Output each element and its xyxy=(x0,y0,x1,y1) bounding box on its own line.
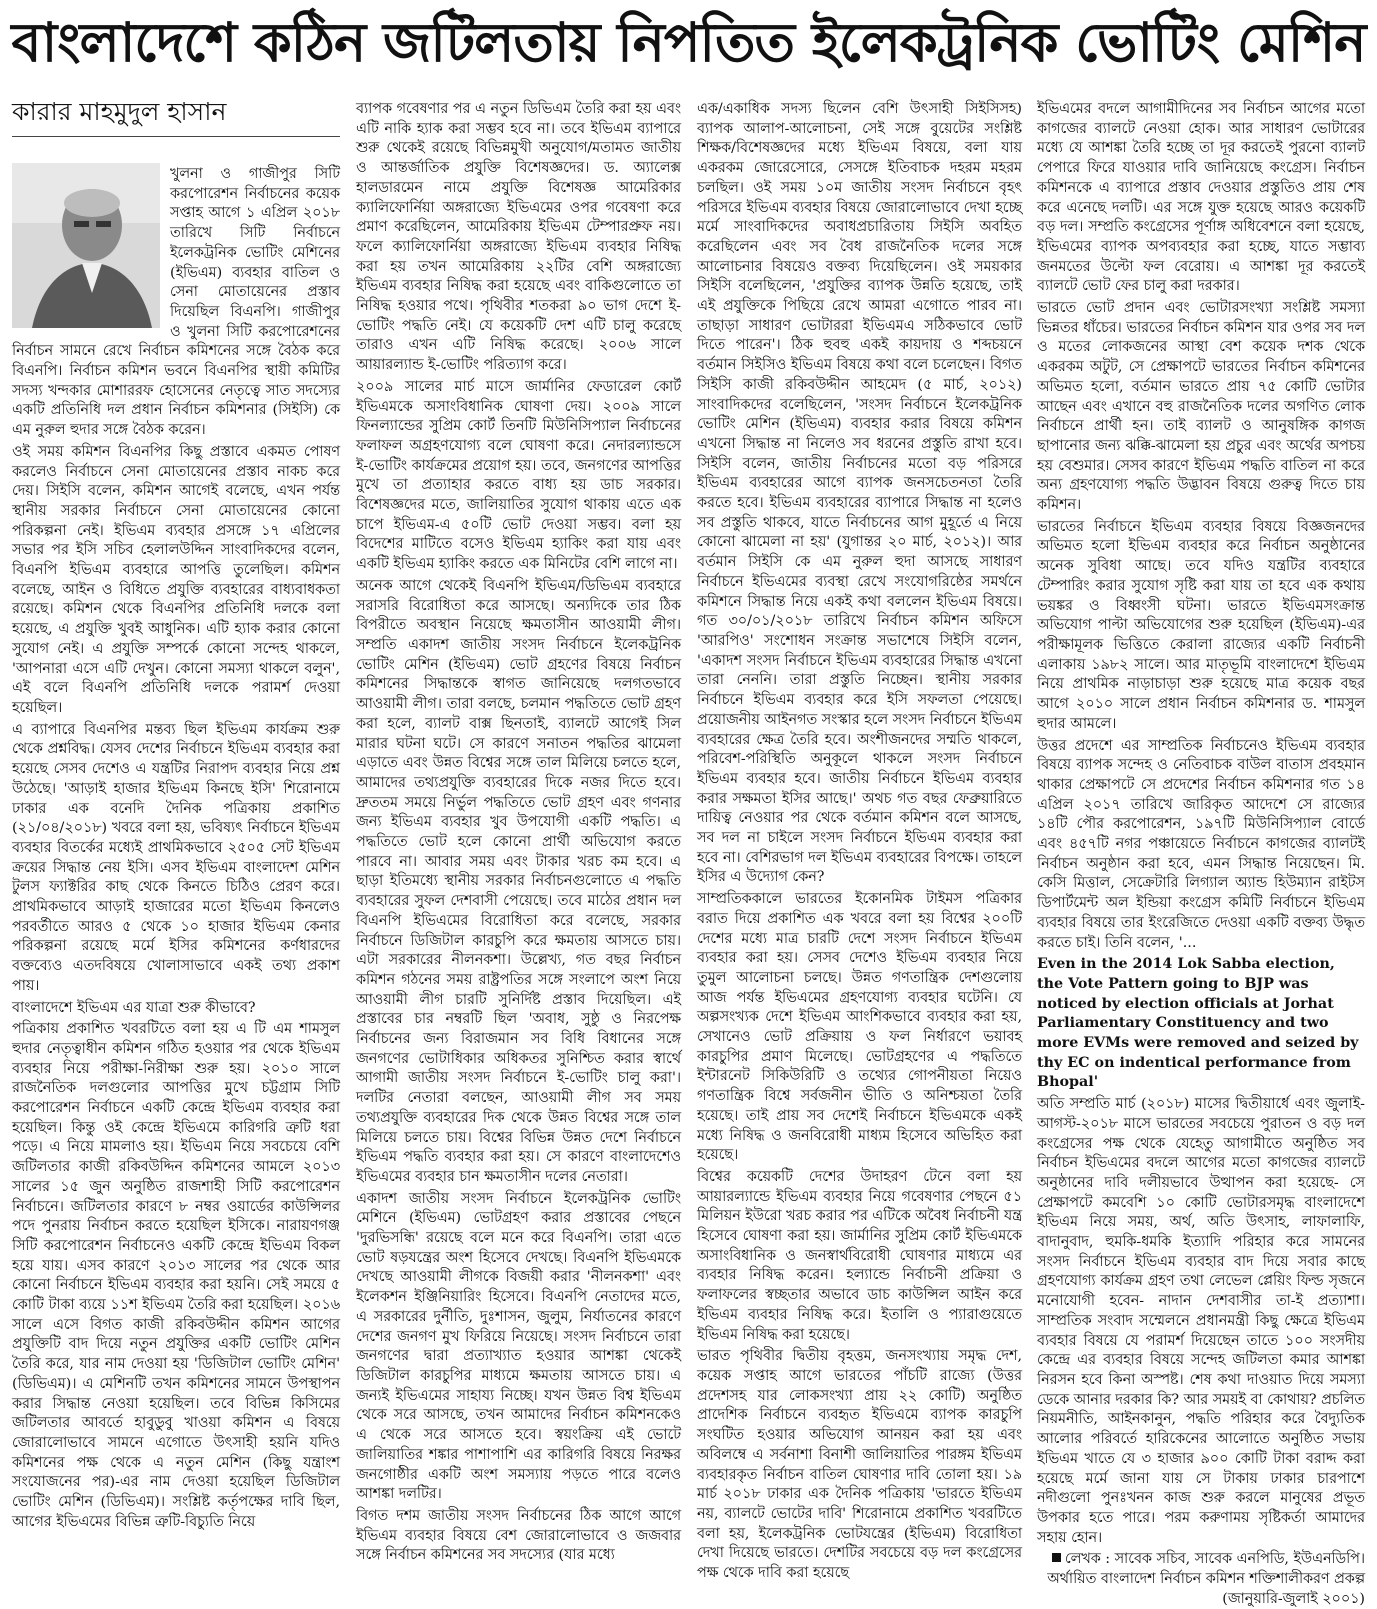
author-note-text: লেখক : সাবেক সচিব, সাবেক এনপিডি, ইউএনডিপি। অর্থায়িত বাংলাদেশ নির্বাচন কমিশন শক্তিশালীকরণ প্রকল্প (জানুয়ারি-জুলাই ২০০১) xyxy=(1047,1551,1365,1607)
article-paragraph: ইভিএমের বদলে আগামীদিনের সব নির্বাচন আগের মতো কাগজের ব্যালটে নেওয়া হোক। আর সাধারণ ভোটারের মধ্যে যে আশঙ্কা তৈরি হচ্ছে তা দূর করতেই পুরনো ব্যালট পেপারে ফিরে যাওয়ার দাবি জানিয়েছে কংগ্রেস। নির্বাচন কমিশনকে এ ব্যাপারে প্রস্তাব দেওয়ার প্রস্তুতিও প্রায় শেষ করে এনেছে দলটি। এর সঙ্গে যুক্ত হয়েছে আরও কয়েকটি বড় দল। সম্প্রতি কংগ্রেসের পূর্ণাঙ্গ অধিবেশনে বলা হয়েছে, ইভিএমের ব্যাপক অপব্যবহার করা হচ্ছে, যাতে সম্ভাব্য জনমতের উল্টো ফল বেরোয়। এ আশঙ্কা দূর করতেই ব্যালটে ভোট ফের চালু করা দরকার। xyxy=(1037,101,1365,295)
article-paragraph: বিগত দশম জাতীয় সংসদ নির্বাচনের ঠিক আগে আগে ইভিএম ব্যবহার বিষয়ে বেশ জোরালোভাবে ও জজবার সঙ্গে নির্বাচন কমিশনের সব সদস্যের (যার মধ্যে xyxy=(356,1507,681,1564)
article-paragraph: সাম্প্রতিককালে ভারতের ইকোনমিক টাইমস পত্রিকার বরাত দিয়ে প্রকাশিত এক খবরে বলা হয় বিশ্বের ২০০টি দেশের মধ্যে মাত্র চারটি দেশে সংসদ নির্বাচনে ইভিএম ব্যবহার করা হয়। সেসব দেশেও ইভিএম ব্যবহার নিয়ে তুমুল আলোচনা চলছে। উন্নত গণতান্ত্রিক দেশগুলোয় আজ পর্যন্ত ইভিএমের গ্রহণযোগ্য ব্যবহার ঘটেনি। যে অল্পসংখ্যক দেশে ইভিএম আংশিকভাবে ব্যবহার করা হয়, সেখানেও ভোট প্রক্রিয়ায় ও ফল নির্ধারণে ভয়াবহ কারচুপির প্রমাণ মিলেছে। ভোটগ্রহণের এ পদ্ধতিতে ইন্টারনেট সিকিউরিটি ও তথ্যের গোপনীয়তা নিয়েও গণতান্ত্রিক বিশ্বে সর্বজনীন ভীতি ও অনিশ্চয়তা তৈরি হয়েছে। তাই প্রায় সব দেশেই নির্বাচনে ইভিএমকে একই মধ্যে নিষিদ্ধ ও জনবিরোধী মাধ্যম হিসেবে অভিহিত করা হয়েছে। xyxy=(697,891,1022,1164)
author-photo xyxy=(12,163,160,328)
article-paragraph: উত্তর প্রদেশে এর সাম্প্রতিক নির্বাচনেও ইভিএম ব্যবহার বিষয়ে ব্যাপক সন্দেহ ও নেতিবাচক বাউল বাতাস প্রবহমান থাকার প্রেক্ষাপটে সে প্রদেশের নির্বাচন কমিশনার গত ১৪ এপ্রিল ২০১৭ তারিখে জারিকৃত আদেশে সে রাজ্যের ১৪টি পৌর করপোরেশন, ১৯৭টি মিউনিসিপ্যাল বোর্ডে এবং ৪৫৭টি নগর পঞ্চায়েতে নির্বাচনে কাগজের ব্যালটই নির্বাচন অনুষ্ঠান করা হবে, এমন সিদ্ধান্ত নিয়েছেন। মি. কেসি মিত্তাল, সেক্রেটারি লিগ্যাল অ্যান্ড হিউম্যান রাইটস ডিপার্টমেন্ট অল ইন্ডিয়া কংগ্রেস কমিটি নির্বাচনে ইভিএম ব্যবহার বিষয়ে তার ইংরেজিতে দেওয়া একটি বক্তব্য উদ্ধৃত করতে চাই। তিনি বলেন, '... xyxy=(1037,737,1365,951)
english-quote: Even in the 2014 Lok Sabba election, the Vote Pattern going to BJP was noticed by election officials at Jorhat Parliamentary Constituency and two more EVMs were removed and seized by thy EC on indentical performance from Bhopal' xyxy=(1037,956,1359,1091)
article-column-1 xyxy=(12,92,340,1530)
article-paragraph: ২০০৯ সালের মার্চ মাসে জার্মানির ফেডারেল কোর্ট ইভিএমকে অসাংবিধানিক ঘোষণা দেয়। ২০০৯ সালে ফিনল্যান্ডের সুপ্রিম কোর্ট তিনটি মিউনিসিপ্যাল নির্বাচনের ফলাফল অগ্রহণযোগ্য বলে ঘোষণা করে। নেদারল্যান্ডসে ই-ভোটিং কার্যক্রমের প্রয়োগ হয়। তবে, জনগণের আপত্তির মুখে তা প্রত্যাহার করতে বাধ্য হয় ডাচ সরকার। বিশেষজ্ঞদের মতে, জালিয়াতির সুযোগ থাকায় এতে এক চাপে ইভিএম-এ ৫০টি ভোট দেওয়া সম্ভব। বলা হয় বিদেশের মাটিতে বসেও ইভিএম হ্যাকিং করা যায় এবং একটি ইভিএম হ্যাকিং করতে এক মিনিটের বেশি লাগে না। xyxy=(356,378,681,573)
article-paragraph: ব্যাপক গবেষণার পর এ নতুন ডিভিএম তৈরি করা হয় এবং এটি নাকি হ্যাক করা সম্ভব হবে না। তবে ইভিএম ব্যাপারে শুরু থেকেই রয়েছে বিভিন্নমুখী অনুযোগ/মতামত জাতীয় ও আন্তর্জাতিক প্রযুক্তি বিশেষজ্ঞদের। ড. অ্যালেক্স হালডারমেন নামে প্রযুক্তি বিশেষজ্ঞ আমেরিকার ক্যালিফোর্নিয়া অঙ্গরাজ্যে ইভিএমের ওপর গবেষণা করে প্রমাণ করেছিলেন, আমেরিকায় ইভিএম টেম্পারপ্রুফ নয়। ফলে ক্যালিফোর্নিয়া অঙ্গরাজ্যে ইভিএম ব্যবহার নিষিদ্ধ করা হয় তখন আমেরিকায় ২২টির বেশি অঙ্গরাজ্যে ইভিএম ব্যবহার নিষিদ্ধ করা হয়েছে এবং বাকিগুলোতে তা নিষিদ্ধ হওয়ার পথে। পৃথিবীর শতকরা ৯০ ভাগ দেশে ই-ভোটিং পদ্ধতি নেই। যে কয়েকটি দেশ এটি চালু করেছে তারাও এখন এটি নিষিদ্ধ করেছে। ২০০৬ সালে আয়ারল্যান্ড ই-ভোটিং পরিত্যাগ করে। xyxy=(356,101,681,374)
section-subheading: বাংলাদেশে ইভিএম এর যাত্রা শুরু কীভাবে? xyxy=(12,999,256,1016)
article-paragraph: অনেক আগে থেকেই বিএনপি ইভিএম/ডিভিএম ব্যবহারে সরাসরি বিরোধিতা করে আসছে। অন্যদিকে তার ঠিক বিপরীতে অবস্থান নিয়েছে ক্ষমতাসীন আওয়ামী লীগ। সম্প্রতি একাদশ জাতীয় সংসদ নির্বাচনে ইলেকট্রনিক ভোটিং মেশিন (ইভিএম) ভোট গ্রহণের বিষয়ে নির্বাচন কমিশনের সিদ্ধান্তকে স্বাগত জানিয়েছে দলগতভাবে আওয়ামী লীগ। তারা বলছে, চলমান পদ্ধতিতে ভোট গ্রহণ করা হলে, ব্যালট বাক্স ছিনতাই, ব্যালটে আগেই সিল মারার ঘটনা ঘটে। সে কারণে সনাতন পদ্ধতির ঝামেলা এড়াতে এবং উন্নত বিশ্বের সঙ্গে তাল মিলিয়ে চলতে হলে, আমাদের তথ্যপ্রযুক্তি ব্যবহারের দিকে নজর দিতে হবে। দ্রুততম সময়ে নির্ভুল পদ্ধতিতে ভোট গ্রহণ এবং গণনার জন্য ইভিএম ব্যবহার খুব উপযোগী একটি পদ্ধতি। এ পদ্ধতিতে ভোট হলে কোনো প্রার্থী অভিযোগ করতে পারবে না। আবার সময় এবং টাকার খরচ কম হবে। এ ছাড়া ইতিমধ্যে স্থানীয় সরকার নির্বাচনগুলোতে এ পদ্ধতি ব্যবহারের সুফল দেশবাসী পেয়েছে। তবে মাঠের প্রধান দল বিএনপি ইভিএমের বিরোধিতা করে বলেছে, সরকার নির্বাচনে ডিজিটাল কারচুপি করে ক্ষমতায় আসতে চায়। এটা সরকারের নীলনকশা। উল্লেখ্য, গত বছর নির্বাচন কমিশন গঠনের সময় রাষ্ট্রপতির সঙ্গে সংলাপে অংশ নিয়ে আওয়ামী লীগ চারটি সুনির্দিষ্ট প্রস্তাব দিয়েছিল। এই প্রস্তাবের চার নম্বরটি ছিল 'অবাধ, সুষ্ঠু ও নিরপেক্ষ নির্বাচনের জন্য বিরাজমান সব বিধি বিধানের সঙ্গে জনগণের ভোটাধিকার অধিকতর সুনিশ্চিত করার স্বার্থে আগামী জাতীয় সংসদ নির্বাচনে ই-ভোটিং চালু করা'। দলটির নেতারা বলছেন, আওয়ামী লীগ সব সময় তথ্যপ্রযুক্তি ব্যবহারের দিক থেকে উন্নত বিশ্বের সঙ্গে তাল মিলিয়ে চলতে চায়। বিশ্বের বিভিন্ন উন্নত দেশে নির্বাচনে ইভিএম পদ্ধতি ব্যবহার করা হয়। সে কারণে বাংলাদেশেও ইভিএমের ব্যবহার চান ক্ষমতাসীন দলের নেতারা। xyxy=(356,577,681,1185)
article-paragraph: ভারত পৃথিবীর দ্বিতীয় বৃহত্তম, জনসংখ্যায় সমৃদ্ধ দেশ, কয়েক সপ্তাহ আগে ভারতের পাঁচটি রাজ্যে (উত্তর প্রদেশসহ যার লোকসংখ্যা প্রায় ২২ কোটি) অনুষ্ঠিত প্রাদেশিক নির্বাচনে ব্যবহৃত ইভিএমে ব্যাপক কারচুপি সংঘটিত হওয়ার অভিযোগ আনয়ন করা হয় এবং অবিলম্বে এ সর্বনাশা বিনাশী জালিয়াতির পারঙ্গম ইভিএম ব্যবহারকৃত নির্বাচন বাতিল ঘোষণার দাবি তোলা হয়। ১৯ মার্চ ২০১৮ ঢাকার এক দৈনিক পত্রিকায় 'ভারতে ইভিএম নয়, ব্যালটে ভোটের দাবি' শিরোনামে প্রকাশিত খবরটিতে বলা হয়, ইলেকট্রনিক ভোটযন্ত্রের (ইভিএম) বিরোধিতা দেখা দিয়েছে ভারতে। দেশটির সবচেয়ে বড় দল কংগ্রেসের পক্ষ থেকে দাবি করা হয়েছে xyxy=(697,1348,1022,1582)
square-bullet-icon xyxy=(1052,1553,1061,1562)
byline: কারার মাহমুদুল হাসান xyxy=(12,92,340,137)
author-note xyxy=(1037,1550,1365,1609)
article-paragraph: ভারতে ভোট প্রদান এবং ভোটারসংখ্যা সংশ্লিষ্ট সমস্যা ভিন্নতর ধাঁচের। ভারতের নির্বাচন কমিশন যার ওপর সব দল ও মতের লোকজনের আস্থা বেশ কয়েক দশক থেকে একরকম অটুট, সে প্রেক্ষাপটে ভারতের নির্বাচন কমিশনের অভিমত হলো, বর্তমান ভারতে প্রায় ৭৫ কোটি ভোটার আছেন এবং এখানে বহু রাজনৈতিক দলের অগণিত লোক নির্বাচনে প্রার্থী হন। তাই ব্যালট ও আনুষঙ্গিক কাগজ ছাপানোর জন্য ঝক্কি-ঝামেলা হয় প্রচুর এবং অর্থের অপচয় হয় বেশুমার। সেসব কারণে ইভিএম পদ্ধতি বাতিল না করে অন্য গ্রহণযোগ্য পদ্ধতি উদ্ভাবন বিষয়ে গুরুত্ব দিতে চায় কমিশন। xyxy=(1037,300,1365,514)
article-paragraph: একাদশ জাতীয় সংসদ নির্বাচনে ইলেকট্রনিক ভোটিং মেশিনে (ইভিএম) ভোটগ্রহণ করার প্রস্তাবের পেছনে 'দুরভিসন্ধি' রয়েছে বলে মনে করে বিএনপি। তারা এতে ভোট ষড়যন্ত্রের অংশ হিসেবে দেখছে। বিএনপি ইভিএমকে দেখছে আওয়ামী লীগকে বিজয়ী করার 'নীলনকশা' এবং ইলেকশন ইঞ্জিনিয়ারিং হিসেবে। বিএনপি নেতাদের মতে, এ সরকারের দুর্নীতি, দুঃশাসন, জুলুম, নির্যাতনের কারণে দেশের জনগণ মুখ ফিরিয়ে নিয়েছে। সংসদ নির্বাচনে তারা জনগণের দ্বারা প্রত্যাখ্যাত হওয়ার আশঙ্কা থেকেই ডিজিটাল কারচুপির মাধ্যমে ক্ষমতায় আসতে চায়। এ জন্যই ইভিএমের সাহায্য নিচ্ছে। যখন উন্নত বিশ্ব ইভিএম থেকে সরে আসছে, তখন আমাদের নির্বাচন কমিশনকেও এ থেকে সরে আসতে হবে। স্বয়ংক্রিয় এই ভোটে জালিয়াতির শঙ্কার পাশাপাশি এর কারিগরি বিষয়ে নিরক্ষর জনগোষ্ঠীর একটি অংশ সমস্যায় পড়তে পারে বলেও আশঙ্কা দলটির। xyxy=(356,1190,681,1503)
article-paragraph: এ ব্যাপারে বিএনপির মন্তব্য ছিল ইভিএম কার্যক্রম শুরু থেকে প্রশ্নবিদ্ধ। যেসব দেশের নির্বাচনে ইভিএম ব্যবহার করা হয়েছে সেসব দেশেও এ যন্ত্রটির নিরাপদ ব্যবহার নিয়ে প্রশ্ন উঠেছে। 'আড়াই হাজার ইভিএম কিনছে ইসি' শিরোনামে ঢাকার এক বনেদি দৈনিক পত্রিকায় প্রকাশিত (২১/০৪/২০১৮) খবরে বলা হয়, ভবিষ্যৎ নির্বাচনে ইভিএম ব্যবহার বিতর্কের মধ্যেই প্রাথমিকভাবে ২৫০৫ সেট ইভিএম ক্রয়ের সিদ্ধান্ত নেয় ইসি। এসব ইভিএম বাংলাদেশ মেশিন টুলস ফ্যাক্টরির কাছ থেকে কিনতে চিঠিও প্রেরণ করে। প্রাথমিকভাবে আড়াই হাজারের মতো ইভিএম কিনলেও পরবর্তীতে আরও ৫ থেকে ১০ হাজার ইভিএম কেনার পরিকল্পনা রয়েছে মর্মে ইসির কমিশনের কর্ণধারদের বক্তব্যেও এতদবিষয়ে খোলাসাভাবে একই তথ্য প্রকাশ পায়। xyxy=(12,721,340,994)
article-paragraph: পত্রিকায় প্রকাশিত খবরটিতে বলা হয় এ টি এম শামসুল হুদার নেতৃত্বাধীন কমিশন গঠিত হওয়ার পর থেকে ইভিএম ব্যবহার নিয়ে পরীক্ষা-নিরীক্ষা শুরু হয়। ২০১০ সালে রাজনৈতিক দলগুলোর আপত্তির মুখে চট্টগ্রাম সিটি করপোরেশন নির্বাচনে একটি কেন্দ্রে ইভিএম ব্যবহার করা হয়েছিল। কিন্তু ওই কেন্দ্রে ইভিএমে কারিগরি ত্রুটি ধরা পড়ে। এ নিয়ে মামলাও হয়। ইভিএম নিয়ে সবচেয়ে বেশি জটিলতার কাজী রকিবউদ্দিন কমিশনের আমলে ২০১৩ সালের ১৫ জুন অনুষ্ঠিত রাজশাহী সিটি করপোরেশন নির্বাচনে। জটিলতার কারণে ৮ নম্বর ওয়ার্ডের কাউন্সিলর পদে পুনরায় নির্বাচন করতে হয়েছিল ইসিকে। নারায়ণগঞ্জ সিটি করপোরেশন নির্বাচনেও একটি কেন্দ্রে ইভিএম বিকল হয়ে যায়। এসব কারণে ২০১৩ সালের পর থেকে আর কোনো নির্বাচনে ইভিএম ব্যবহার করা হয়নি। সেই সময়ে ৫ কোটি টাকা ব্যয়ে ১১শ ইভিএম তৈরি করা হয়েছিল। ২০১৬ সালে এসে বিগত কাজী রকিবউদ্দীন কমিশন আগের প্রযুক্তিটি বাদ দিয়ে নতুন প্রযুক্তির একটি ভোটিং মেশিন তৈরি করে, যার নাম দেওয়া হয় 'ডিজিটাল ভোটিং মেশিন' (ডিভিএম)। এ মেশিনটি তখন কমিশনের সামনে উপস্থাপন করার সিদ্ধান্ত নেওয়া হয়েছিল। তবে বিভিন্ন কিসিমের জটিলতার আবর্তে হাবুডুবু খাওয়া কমিশন এ বিষয়ে জোরালোভাবে সামনে এগোতে উৎসাহী হয়নি যদিও কমিশনের পক্ষ থেকে এ নতুন মেশিন (কিছু যন্ত্রাংশ সংযোজনের পর)-এর নাম দেওয়া হয়েছিল ডিজিটাল ভোটিং মেশিন (ডিভিএম)। সংশ্লিষ্ট কর্তৃপক্ষের দাবি ছিল, আগের ইভিএমের বিভিন্ন ত্রুটি-বিচ্যুতি নিয়ে xyxy=(12,1021,340,1530)
article-paragraph: ভারতের নির্বাচনে ইভিএম ব্যবহার বিষয়ে বিজ্ঞজনদের অভিমত হলো ইভিএম ব্যবহার করে নির্বাচন অনুষ্ঠানের অনেক সুবিধা আছে। তবে যদিও যন্ত্রটির ব্যবহারে টেম্পারিং করার সুযোগ সৃষ্টি করা যায় তা হবে এক কথায় ভয়ঙ্কর ও বিধ্বংসী ঘটনা। ভারতে ইভিএমসংক্রান্ত অভিযোগ পাল্টা অভিযোগের শুরু হয়েছিল (ইভিএম)-এর পরীক্ষামূলক ভিত্তিতে কেরালা রাজ্যের একটি নির্বাচনী এলাকায় ১৯৮২ সালে। আর মাতৃভূমি বাংলাদেশে ইভিএম নিয়ে প্রাথমিক নাড়াচাড়া শুরু হয়েছে মাত্র কয়েক বছর আগে ২০১০ সালে প্রধান নির্বাচন কমিশনার ড. শামসুল হুদার আমলে। xyxy=(1037,518,1365,732)
article-column-2 xyxy=(356,100,681,1564)
article-column-4 xyxy=(1037,100,1365,1607)
article-paragraph: বিশ্বের কয়েকটি দেশের উদাহরণ টেনে বলা হয় আয়ারল্যান্ডে ইভিএম ব্যবহার নিয়ে গবেষণার পেছনে ৫১ মিলিয়ন ইউরো খরচ করার পর এটিকে অবৈধ নির্বাচনী যন্ত্র হিসেবে ঘোষণা করা হয়। জার্মানির সুপ্রিম কোর্ট ইভিএমকে অসাংবিধানিক ও জনস্বার্থবিরোধী ঘোষণার মাধ্যমে এর ব্যবহার নিষিদ্ধ করেন। হল্যান্ডে নির্বাচনী প্রক্রিয়া ও ফলাফলের স্বচ্ছতার অভাবে ডাচ কাউন্সিল আইন করে ইভিএম ব্যবহার নিষিদ্ধ করে। ইতালি ও প্যারাগুয়েতে ইভিএম নিষিদ্ধ করা হয়েছে। xyxy=(697,1168,1022,1343)
article-paragraph: এক/একাধিক সদস্য ছিলেন বেশি উৎসাহী সিইসিসহ) ব্যাপক আলাপ-আলোচনা, সেই সঙ্গে বুয়েটের সংশ্লিষ্ট শিক্ষক/বিশেষজ্ঞদের মধ্যে ইভিএম বিষয়ে, বলা যায় একরকম জোরেসোরে, সেসঙ্গে ইতিবাচক দহরম মহরম চলছিল। ওই সময় ১০ম জাতীয় সংসদ নির্বাচনে বৃহৎ পরিসরে ইভিএম ব্যবহার বিষয়ে জোরালোভাবে দেখা হচ্ছে মর্মে সাংবাদিকদের অবাধপ্রচারিতায় সিইসি অবহিত করেছিলেন এবং সব বৈধ রাজনৈতিক দলের সঙ্গে আলোচনার বিষয়েও বক্তব্য দিয়েছিলেন। ওই সময়কার সিইসি বলেছিলেন, 'প্রযুক্তির ব্যাপক উন্নতি হয়েছে, তাই এই প্রযুক্তিকে পিছিয়ে রেখে আমরা এগোতে পারব না। তাছাড়া সাধারণ ভোটাররা ইভিএমএ সঠিকভাবে ভোট দিতে পারেন'। ঠিক হুবহু একই কায়দায় ও শব্দচয়নে বর্তমান সিইসিও ইভিএম বিষয়ে কথা বলে চলেছেন। বিগত সিইসি কাজী রকিবউদ্দীন আহমেদ (৫ মার্চ, ২০১২) সাংবাদিকদের বলেছিলেন, 'সংসদ নির্বাচনে ইলেকট্রনিক ভোটিং মেশিন (ইভিএম) ব্যবহার করার বিষয়ে কমিশন এখনো সিদ্ধান্ত না নিলেও সব ধরনের প্রস্তুতি রাখা হবে। সিইসি বলেন, জাতীয় নির্বাচনের মতো বড় পরিসরে ইভিএম ব্যবহারের আগে ব্যাপক জনসচেতনতা তৈরি করতে হবে। ইভিএম ব্যবহারের ব্যাপারে সিদ্ধান্ত না হলেও সব প্রস্তুতি থাকবে, যাতে নির্বাচনের আগ মুহূর্তে এ নিয়ে কোনো ঝামেলা না হয়' (যুগান্তর ২০ মার্চ, ২০১২)। আর বর্তমান সিইসি কে এম নুরুল হুদা আসছে সাধারণ নির্বাচনে ইভিএমের ব্যবস্থা রেখে সংযোগরিষ্ঠের সমর্থনে কমিশনে সিদ্ধান্ত নিয়ে একই কথা বললেন ইভিএম বিষয়ে। গত ৩০/০১/২০১৮ তারিখে নির্বাচন কমিশন অফিসে 'আরপিও' সংশোধন সংক্রান্ত সভাশেষে সিইসি বলেন, 'একাদশ সংসদ নির্বাচনে ইভিএম ব্যবহারের সিদ্ধান্ত এখনো তারা নেননি। তারা প্রস্তুতি নিচ্ছেন। স্থানীয় সরকার নির্বাচনে ইভিএম ব্যবহার করে ইসি সফলতা পেয়েছে। প্রয়োজনীয় আইনগত সংস্কার হলে সংসদ নির্বাচনে ইভিএম ব্যবহারের ক্ষেত্র তৈরি হবে। অংশীজনদের সম্মতি থাকলে, পরিবেশ-পরিস্থিতি অনুকূলে থাকলে সংসদ নির্বাচনে ইভিএম ব্যবহার হবে। জাতীয় নির্বাচনে ইভিএম ব্যবহার করার সক্ষমতা ইসির আছে।' অথচ গত বছর ফেব্রুয়ারিতে দায়িত্ব নেওয়ার পর থেকে বর্তমান কমিশন বলে আসছে, সব দল না চাইলে সংসদ নির্বাচনে ইভিএম ব্যবহার করা হবে না। বেশিরভাগ দল ইভিএম ব্যবহারের বিপক্ষে। তাহলে ইসির এ উদ্যোগ কেন? xyxy=(697,101,1022,886)
article-paragraph: খুলনা ও গাজীপুর সিটি করপোরেশন নির্বাচনের কয়েক সপ্তাহ আগে ১ এপ্রিল ২০১৮ তারিখে সিটি নির্বাচনে ইলেকট্রনিক ভোটিং মেশিনের (ইভিএম) ব্যবহার বাতিল ও সেনা মোতায়েনের প্রস্তাব দিয়েছিল বিএনপি। গাজীপুর ও খুলনা সিটি করপোরেশনের নির্বাচন সামনে রেখে নির্বাচন কমিশনের সঙ্গে বৈঠক করে বিএনপি। নির্বাচন কমিশন ভবনে বিএনপির স্থায়ী কমিটির সদস্য খন্দকার মোশাররফ হোসেনের নেতৃত্বে সাত সদস্যের একটি প্রতিনিধি দল প্রধান নির্বাচন কমিশনার (সিইসি) কে এম নুরুল হুদার সঙ্গে বৈঠক করেন। xyxy=(12,166,340,439)
headline: বাংলাদেশে কঠিন জটিলতায় নিপতিত ইলেকট্রনিক ভোটিং মেশিন xyxy=(11,11,1366,74)
article-paragraph: ওই সময় কমিশন বিএনপির কিছু প্রস্তাবে একমত পোষণ করলেও নির্বাচনে সেনা মোতায়েনের প্রস্তাব নাকচ করে দেয়। সিইসি বলেন, কমিশন আগেই বলেছে, এখন পর্যন্ত স্থানীয় সরকার নির্বাচনে সেনা মোতায়েনের কোনো পরিকল্পনা নেই। ইভিএম ব্যবহার প্রসঙ্গে ১৭ এপ্রিলের সভার পর ইসি সচিব হেলালউদ্দিন সাংবাদিকদের বলেন, বিএনপি ইভিএম ব্যবহারে আপত্তি তুলেছিল। কমিশন বলেছে, আইন ও বিধিতে প্রযুক্তি ব্যবহারের বাধ্যবাধকতা রয়েছে। কমিশন থেকে বিএনপির প্রতিনিধি দলকে বলা হয়েছে, এ প্রযুক্তি খুবই আধুনিক। এটি হ্যাক করার কোনো সুযোগ নেই। এ প্রযুক্তি সম্পর্কে কোনো সন্দেহ থাকলে, 'আপনারা এসে এটি দেখুন। কোনো সমস্যা থাকলে বলুন', এই বলে বিএনপি প্রতিনিধি দলকে পরামর্শ দেওয়া হয়েছিল। xyxy=(12,443,340,716)
article-column-3 xyxy=(697,100,1022,1582)
article-paragraph: অতি সম্প্রতি মার্চ (২০১৮) মাসের দ্বিতীয়ার্ধে এবং জুলাই-আগস্ট-২০১৮ মাসে ভারতের সবচেয়ে পুরাতন ও বড় দল কংগ্রেসের পক্ষ থেকে যেহেতু আগামীতে অনুষ্ঠিত সব নির্বাচন ইভিএমের বদলে আগের মতো কাগজের ব্যালটে অনুষ্ঠানের দাবি দলীয়ভাবে উত্থাপন করা হয়েছে- সে প্রেক্ষাপটে কমবেশি ১০ কোটি ভোটারসমৃদ্ধ বাংলাদেশে ইভিএম নিয়ে সময়, অর্থ, অতি উৎসাহ, লাফালাফি, বাদানুবাদ, হুমকি-ধমকি ইত্যাদি পরিহার করে সামনের সংসদ নির্বাচনে ইভিএম ব্যবহার বাদ দিয়ে সবার কাছে গ্রহণযোগ্য কার্যক্রম গ্রহণ তথা লেভেল প্লেয়িং ফিল্ড সৃজনে মনোযোগী হবেন- নাদান দেশবাসীর তা-ই প্রত্যাশা। সাম্প্রতিক সংবাদ সম্মেলনে প্রধানমন্ত্রী কিছু ক্ষেত্রে ইভিএম ব্যবহার বিষয়ে যে পরামর্শ দিয়েছেন তাতে ১০০ সংসদীয় কেন্দ্রে এর ব্যবহার বিষয়ে সন্দেহ জটিলতা কমার আশঙ্কা নিরসন হবে কিনা অস্পষ্ট। শেষ কথা দাওয়াত দিয়ে সমস্যা ডেকে আনার দরকার কি? আর সময়ই বা কোথায়? প্রচলিত নিয়মনীতি, আইনকানুন, পদ্ধতি পরিহার করে বৈদ্যুতিক আলোর পরিবর্তে হারিকেনের আলোতে অনুষ্ঠিত সভায় ইভিএম খাতে যে ৩ হাজার ৯০০ কোটি টাকা বরাদ্দ করা হয়েছে মর্মে জানা যায় সে টাকায় ঢাকার চারপাশে নদীগুলো পুনঃখনন কাজ শুরু করলে মানুষের প্রভূত উপকার হতে পারে। পরম করুণাময় সৃষ্টিকর্তা আমাদের সহায় হোন। xyxy=(1037,1096,1365,1546)
